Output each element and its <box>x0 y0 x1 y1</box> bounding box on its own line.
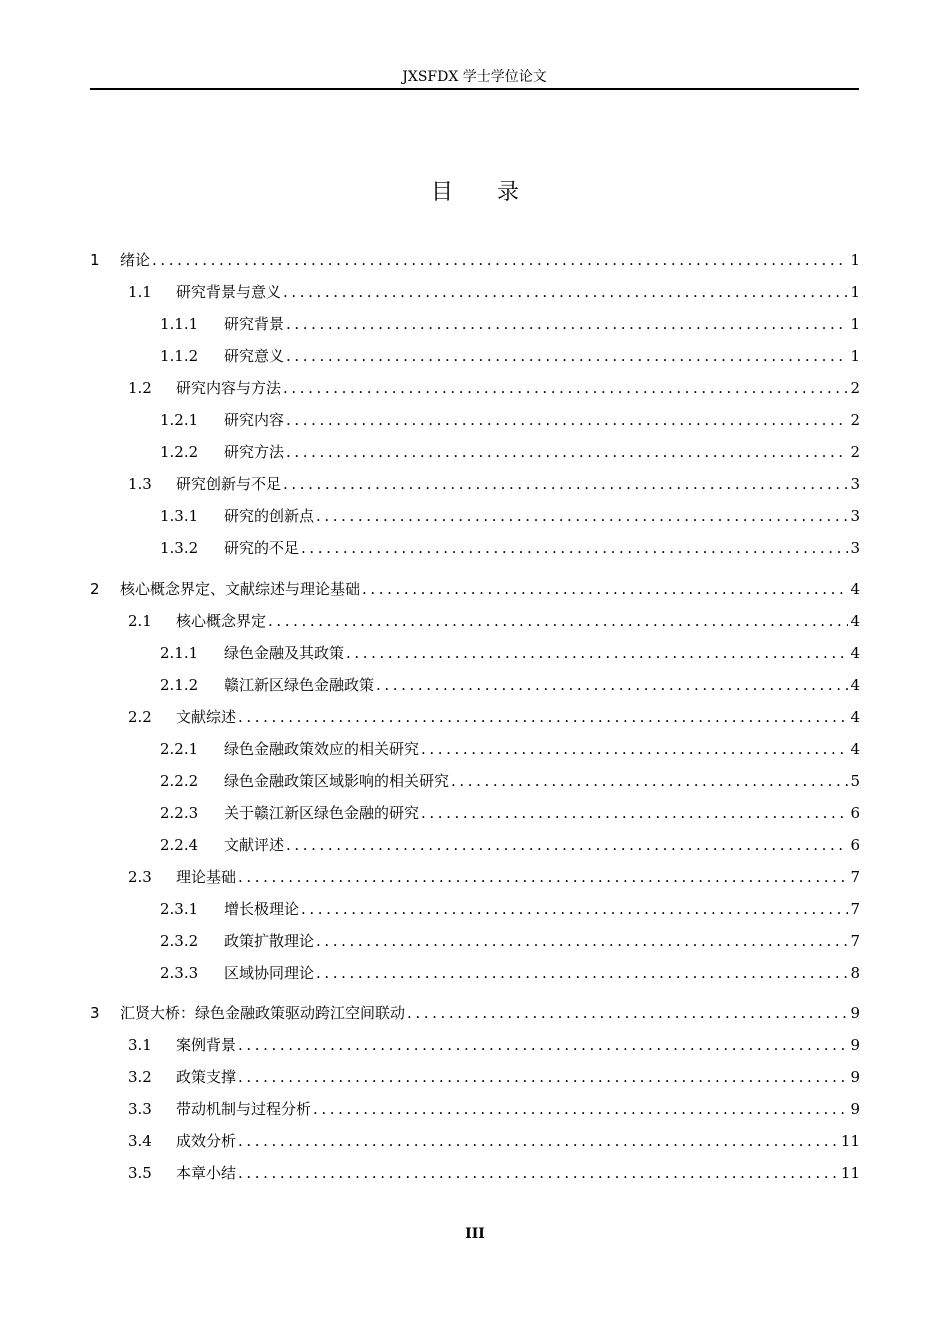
toc-number: 3 <box>90 1004 100 1022</box>
toc-label: 本章小结 <box>176 1164 237 1182</box>
toc-entry-3-4[interactable] <box>90 1127 860 1151</box>
toc-entry-1-3[interactable] <box>90 470 860 494</box>
toc-page: 1 <box>850 315 860 333</box>
toc-number: 2.2 <box>128 708 152 726</box>
page-title: 目录 <box>430 180 563 205</box>
toc-leader <box>301 899 848 919</box>
toc-label: 绿色金融及其政策 <box>224 644 345 662</box>
page-header <box>90 68 859 90</box>
toc-page: 4 <box>850 612 860 630</box>
toc-label: 案例背景 <box>176 1036 237 1054</box>
toc-leader <box>421 803 848 823</box>
toc-leader <box>313 1099 848 1119</box>
toc-number: 2.2.3 <box>160 804 199 822</box>
toc-leader <box>283 378 848 398</box>
toc-entry-1-3-1[interactable] <box>90 502 860 526</box>
toc-leader <box>407 1003 848 1023</box>
toc-number: 2 <box>90 580 100 598</box>
toc-number: 3.1 <box>128 1036 152 1054</box>
toc-number: 1.1.2 <box>160 347 199 365</box>
toc-leader <box>286 346 848 366</box>
toc-page: 2 <box>850 411 860 429</box>
toc-page: 7 <box>850 868 860 886</box>
header-text: JXSFDX 学士学位论文 <box>402 69 547 85</box>
toc-leader <box>362 579 848 599</box>
toc-label: 成效分析 <box>176 1132 237 1150</box>
toc-number: 2.1.1 <box>160 644 199 662</box>
toc-leader <box>286 410 848 430</box>
toc-label: 核心概念界定、文献综述与理论基础 <box>120 580 361 598</box>
toc-leader <box>238 1067 848 1087</box>
toc-entry-1-2-1[interactable] <box>90 406 860 430</box>
toc-number: 2.2.1 <box>160 740 199 758</box>
toc-number: 1.3.2 <box>160 539 199 557</box>
toc-entry-2-3-1[interactable] <box>90 895 860 919</box>
toc-page: 2 <box>850 443 860 461</box>
toc-label: 文献评述 <box>224 836 285 854</box>
toc-page: 7 <box>850 932 860 950</box>
toc-entry-2-3-2[interactable] <box>90 927 860 951</box>
toc-number: 1.3.1 <box>160 507 199 525</box>
toc-page: 1 <box>850 347 860 365</box>
toc-page: 3 <box>850 475 860 493</box>
toc-page: 4 <box>850 708 860 726</box>
toc-number: 1.1 <box>128 283 152 301</box>
toc-page: 3 <box>850 507 860 525</box>
toc-entry-3[interactable] <box>90 999 860 1023</box>
toc-label: 研究内容与方法 <box>176 379 282 397</box>
toc-leader <box>316 963 848 983</box>
toc-label: 政策支撑 <box>176 1068 237 1086</box>
toc-page: 1 <box>850 251 860 269</box>
toc-leader <box>346 643 848 663</box>
toc-number: 1.2 <box>128 379 152 397</box>
toc-leader <box>286 442 848 462</box>
toc-entry-1-1-1[interactable] <box>90 310 860 334</box>
toc-page: 6 <box>850 804 860 822</box>
toc-page: 4 <box>850 644 860 662</box>
toc-number: 3.5 <box>128 1164 152 1182</box>
toc-entry-2-3-3[interactable] <box>90 959 860 983</box>
toc-entry-1-3-2[interactable] <box>90 534 860 558</box>
toc-entry-1-2-2[interactable] <box>90 438 860 462</box>
toc-leader <box>283 474 848 494</box>
toc-label: 核心概念界定 <box>176 612 267 630</box>
toc-number: 3.3 <box>128 1100 152 1118</box>
toc-label: 研究创新与不足 <box>176 475 282 493</box>
toc-number: 2.2.2 <box>160 772 199 790</box>
toc-entry-2-1-2[interactable] <box>90 671 860 695</box>
toc-label: 绿色金融政策区域影响的相关研究 <box>224 772 450 790</box>
toc-label: 研究内容 <box>224 411 285 429</box>
toc-leader <box>238 1035 848 1055</box>
toc-page: 9 <box>850 1036 860 1054</box>
toc-entry-2-2-3[interactable] <box>90 799 860 823</box>
toc-label: 研究意义 <box>224 347 285 365</box>
toc-number: 1 <box>90 251 100 269</box>
toc-entry-1[interactable] <box>90 246 860 270</box>
toc-label: 政策扩散理论 <box>224 932 315 950</box>
toc-leader <box>301 538 848 558</box>
toc-leader <box>238 1131 839 1151</box>
toc-number: 3.4 <box>128 1132 152 1150</box>
toc-number: 1.2.2 <box>160 443 199 461</box>
toc-label: 理论基础 <box>176 868 237 886</box>
toc-entry-3-1[interactable] <box>90 1031 860 1055</box>
toc-number: 1.2.1 <box>160 411 199 429</box>
toc-entry-3-2[interactable] <box>90 1063 860 1087</box>
toc-label: 研究的不足 <box>224 539 300 557</box>
toc-leader <box>316 506 848 526</box>
toc-page: 6 <box>850 836 860 854</box>
toc-entry-2[interactable] <box>90 575 860 599</box>
toc-page: 7 <box>850 900 860 918</box>
toc-label: 研究背景 <box>224 315 285 333</box>
toc-leader <box>238 867 848 887</box>
toc-number: 1.1.1 <box>160 315 199 333</box>
toc-label: 文献综述 <box>176 708 237 726</box>
toc-entry-1-2[interactable] <box>90 374 860 398</box>
toc-number: 2.3.3 <box>160 964 199 982</box>
toc-label: 研究背景与意义 <box>176 283 282 301</box>
toc-label: 绪论 <box>120 251 151 269</box>
toc-entry-3-5[interactable] <box>90 1159 860 1183</box>
toc-number: 2.3 <box>128 868 152 886</box>
toc-leader <box>286 314 848 334</box>
toc-number: 2.1.2 <box>160 676 199 694</box>
toc-page: 11 <box>840 1132 860 1150</box>
toc-page: 9 <box>850 1068 860 1086</box>
toc-page: 3 <box>850 539 860 557</box>
toc-leader <box>316 931 848 951</box>
toc-leader <box>286 835 848 855</box>
toc-page: 4 <box>850 676 860 694</box>
toc-label: 汇贤大桥：绿色金融政策驱动跨江空间联动 <box>120 1004 406 1022</box>
toc-leader <box>238 707 848 727</box>
toc-entry-2-2-1[interactable] <box>90 735 860 759</box>
toc-number: 3.2 <box>128 1068 152 1086</box>
toc-entry-2-2[interactable] <box>90 703 860 727</box>
toc-label: 区域协同理论 <box>224 964 315 982</box>
toc-page: 8 <box>850 964 860 982</box>
toc-leader <box>451 771 848 791</box>
toc-leader <box>238 1163 839 1183</box>
toc-page: 5 <box>850 772 860 790</box>
toc-page: 4 <box>850 740 860 758</box>
toc-number: 2.3.1 <box>160 900 199 918</box>
toc-entry-2-2-2[interactable] <box>90 767 860 791</box>
toc-page: 2 <box>850 379 860 397</box>
toc-page: 9 <box>850 1100 860 1118</box>
toc-entry-1-1[interactable] <box>90 278 860 302</box>
toc-number: 1.3 <box>128 475 152 493</box>
toc-leader <box>152 250 848 270</box>
page-number: III <box>465 1226 485 1242</box>
toc-leader <box>283 282 848 302</box>
toc-label: 赣江新区绿色金融政策 <box>224 676 375 694</box>
toc-entry-2-1[interactable] <box>90 607 860 631</box>
toc-label: 研究方法 <box>224 443 285 461</box>
toc-label: 增长极理论 <box>224 900 300 918</box>
toc-number: 2.2.4 <box>160 836 199 854</box>
toc-label: 关于赣江新区绿色金融的研究 <box>224 804 420 822</box>
toc-number: 2.3.2 <box>160 932 199 950</box>
toc-entry-2-3[interactable] <box>90 863 860 887</box>
toc-label: 带动机制与过程分析 <box>176 1100 312 1118</box>
toc-label: 绿色金融政策效应的相关研究 <box>224 740 420 758</box>
toc-leader <box>421 739 848 759</box>
toc-entry-2-1-1[interactable] <box>90 639 860 663</box>
toc-page: 11 <box>840 1164 860 1182</box>
toc-number: 2.1 <box>128 612 152 630</box>
toc-entry-1-1-2[interactable] <box>90 342 860 366</box>
toc-leader <box>376 675 848 695</box>
toc-leader <box>268 611 848 631</box>
toc-label: 研究的创新点 <box>224 507 315 525</box>
toc-entry-2-2-4[interactable] <box>90 831 860 855</box>
toc-page: 9 <box>850 1004 860 1022</box>
toc-page: 1 <box>850 283 860 301</box>
toc-entry-3-3[interactable] <box>90 1095 860 1119</box>
toc-page: 4 <box>850 580 860 598</box>
